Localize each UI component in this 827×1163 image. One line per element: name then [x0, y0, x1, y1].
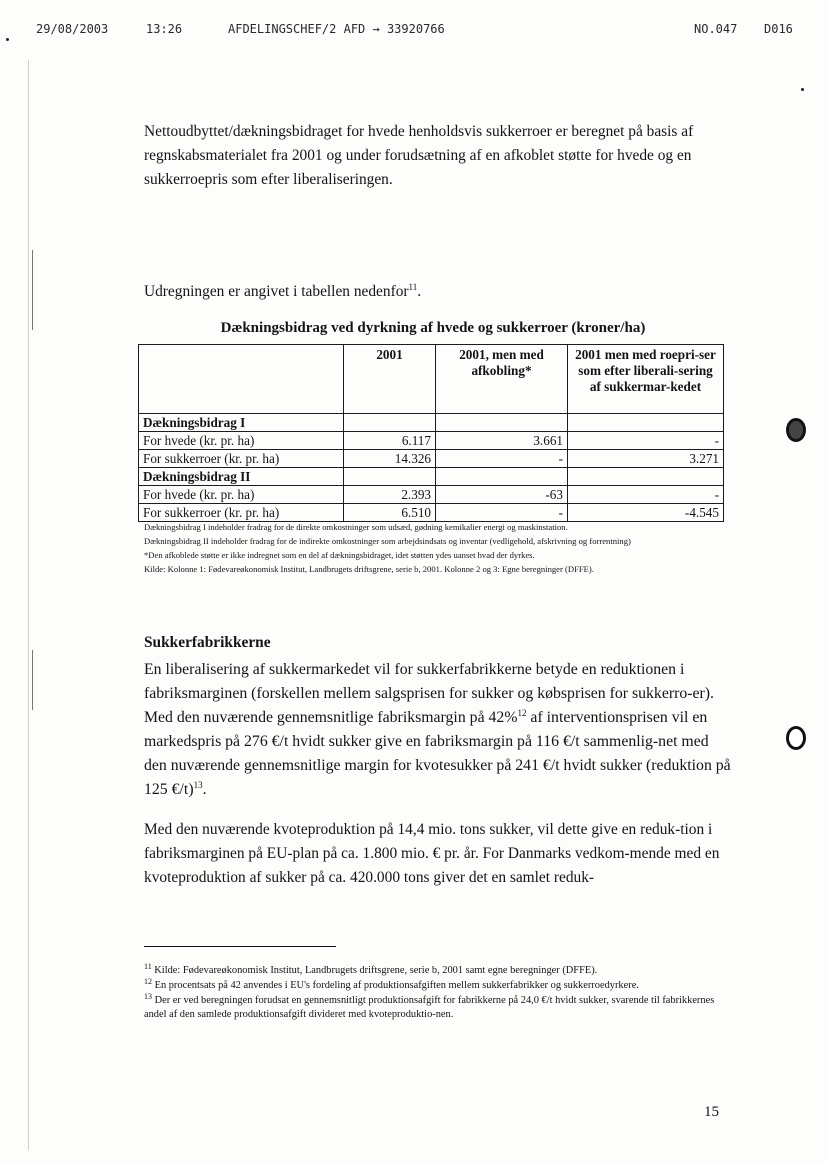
footnote-ref: 13 — [193, 780, 203, 790]
paragraph-text: En liberalisering af sukkermarkedet vil for sukkerfabrikkerne betyde en reduktionen i fabriksmarginen (forskellen mellem salgsprisen for sukker og købsprisen for sukkerro-er). Med den nuværende gennemsnitlige fabriksmargin på 42% — [144, 661, 714, 726]
intro-paragraph: Nettoudbyttet/dækningsbidraget for hvede henholdsvis sukkerroer er beregnet på basis af regnskabsmaterialet fra 2001 og under forudsætning af en afkoblet støtte for hvede og en sukkerroepris som efter liberaliseringen. — [144, 123, 694, 188]
footnote-12 — [144, 979, 724, 993]
footnote-text: En procentsats på 42 anvendes i EU's fordeling af produktionsafgiften mellem sukkerfabrikker og sukkerroedyrkere. — [152, 980, 639, 991]
footnote-11 — [144, 964, 724, 978]
footnote-ref: 11 — [408, 282, 418, 292]
value-cell — [436, 468, 568, 486]
table-row — [139, 450, 724, 468]
table-note: Kilde: Kolonne 1: Fødevareøkonomisk Institut, Landbrugets driftsgrene, serie b, 2001. Kolonne 2 og 3: Egne beregninger (DFFE). — [144, 564, 594, 574]
value-cell: -63 — [436, 486, 568, 504]
quota-paragraph: Med den nuværende kvoteproduktion på 14,4 mio. tons sukker, vil dette give en reduk-tion i fabriksmarginen på EU-plan på ca. 1.800 mio. € pr. år. For Danmarks vedkom-mende med en kvoteproduktion af sukker på ca. 420.000 tons giver det en samlet reduk- — [144, 821, 720, 886]
table-header-cell: 2001, men med afkobling* — [436, 345, 568, 414]
value-cell: 3.271 — [568, 450, 724, 468]
table-row — [139, 486, 724, 504]
row-label-cell: For sukkerroer (kr. pr. ha) — [139, 504, 344, 522]
table-note: Dækningsbidrag II indeholder fradrag for de indirekte omkostninger som arbejdsindsats og inventar (vedligehold, afskrivning og forrentning) — [144, 536, 631, 546]
section-heading: Sukkerfabrikkerne — [144, 634, 271, 651]
table-note: *Den afkoblede støtte er ikke indregnet som en del af dækningsbidraget, idet støtten ydes uanset hvad der dyrkes. — [144, 550, 535, 560]
sugar-factories-paragraph — [144, 658, 734, 802]
value-cell — [436, 414, 568, 432]
value-cell: 6.510 — [344, 504, 436, 522]
value-cell — [344, 468, 436, 486]
footnote-ref: 12 — [517, 708, 527, 718]
paragraph-text: . — [202, 781, 207, 798]
row-label-cell: For hvede (kr. pr. ha) — [139, 432, 344, 450]
footnote-text: Der er ved beregningen forudsat en gennemsnitligt produktionsafgift for fabrikkerne på 24,0 €/t hvidt sukker, svarende til fabrikkernes andel af den samlede produktionsafgift divideret med kvoteproduktio-nen. — [144, 995, 715, 1020]
value-cell: 3.661 — [436, 432, 568, 450]
fax-number: NO.047 — [694, 22, 738, 36]
table-header-row — [139, 345, 724, 414]
row-label-cell: For sukkerroer (kr. pr. ha) — [139, 450, 344, 468]
value-cell: - — [568, 486, 724, 504]
scan-edge-mark — [32, 650, 33, 710]
footnote-number: 13 — [144, 992, 152, 1001]
fax-header — [0, 22, 827, 42]
footnote-number: 12 — [144, 977, 152, 986]
value-cell: 14.326 — [344, 450, 436, 468]
punch-hole-icon — [786, 418, 806, 442]
page-number: 15 — [704, 1104, 719, 1120]
table-section-row — [139, 414, 724, 432]
value-cell: - — [568, 432, 724, 450]
table-intro-text: Udregningen er angivet i tabellen nedenfor — [144, 283, 409, 300]
value-cell: - — [436, 450, 568, 468]
table-note: Dækningsbidrag I indeholder fradrag for de direkte omkostninger som udsæd, gødning kemikalier energi og maskinstation. — [144, 522, 568, 532]
table-row — [139, 432, 724, 450]
table-body — [139, 414, 724, 522]
row-label-cell: Dækningsbidrag II — [139, 468, 344, 486]
table-caption: Dækningsbidrag ved dyrkning af hvede og sukkerroer (kroner/ha) — [220, 320, 646, 336]
value-cell: - — [436, 504, 568, 522]
coverage-table — [138, 344, 724, 522]
footnote-divider — [144, 946, 336, 947]
value-cell — [344, 414, 436, 432]
scan-dot — [6, 38, 9, 41]
table-section-row — [139, 468, 724, 486]
scan-dot — [801, 88, 804, 91]
value-cell — [568, 468, 724, 486]
paragraph-text: af interventionsprisen vil en markedspris på 276 €/t hvidt sukker give en fabriksmargin på 116 €/t sammenlig-net med den nuværende gennemsnitlige margin for kvotesukker på 241 €/t hvidt sukker (reduktion på 125 €/t) — [144, 709, 731, 798]
value-cell: 2.393 — [344, 486, 436, 504]
scan-edge-line — [28, 60, 29, 1150]
row-label-cell: For hvede (kr. pr. ha) — [139, 486, 344, 504]
table-header-cell: 2001 men med roepri-ser som efter liberali-sering af sukkermar-kedet — [568, 345, 724, 414]
table-intro-end: . — [417, 283, 422, 300]
value-cell: -4.545 — [568, 504, 724, 522]
punch-hole-icon — [786, 726, 806, 750]
footnote-number: 11 — [144, 962, 152, 971]
fax-page: D016 — [764, 22, 793, 36]
fax-time: 13:26 — [146, 22, 183, 36]
value-cell — [568, 414, 724, 432]
table-notes — [144, 520, 734, 576]
row-label-cell: Dækningsbidrag I — [139, 414, 344, 432]
footnote-13 — [144, 994, 724, 1022]
footnotes — [144, 964, 724, 1023]
fax-date: 29/08/2003 — [36, 22, 109, 36]
table-intro-paragraph — [144, 280, 734, 304]
value-cell: 6.117 — [344, 432, 436, 450]
table-header-cell — [139, 345, 344, 414]
footnote-text: Kilde: Fødevareøkonomisk Institut, Landbrugets driftsgrene, serie b, 2001 samt egne beregninger (DFFE). — [151, 965, 598, 976]
table-row — [139, 504, 724, 522]
fax-sender: AFDELINGSCHEF/2 AFD → 33920766 — [228, 22, 445, 36]
table-header-cell: 2001 — [344, 345, 436, 414]
scan-edge-mark — [32, 250, 33, 330]
